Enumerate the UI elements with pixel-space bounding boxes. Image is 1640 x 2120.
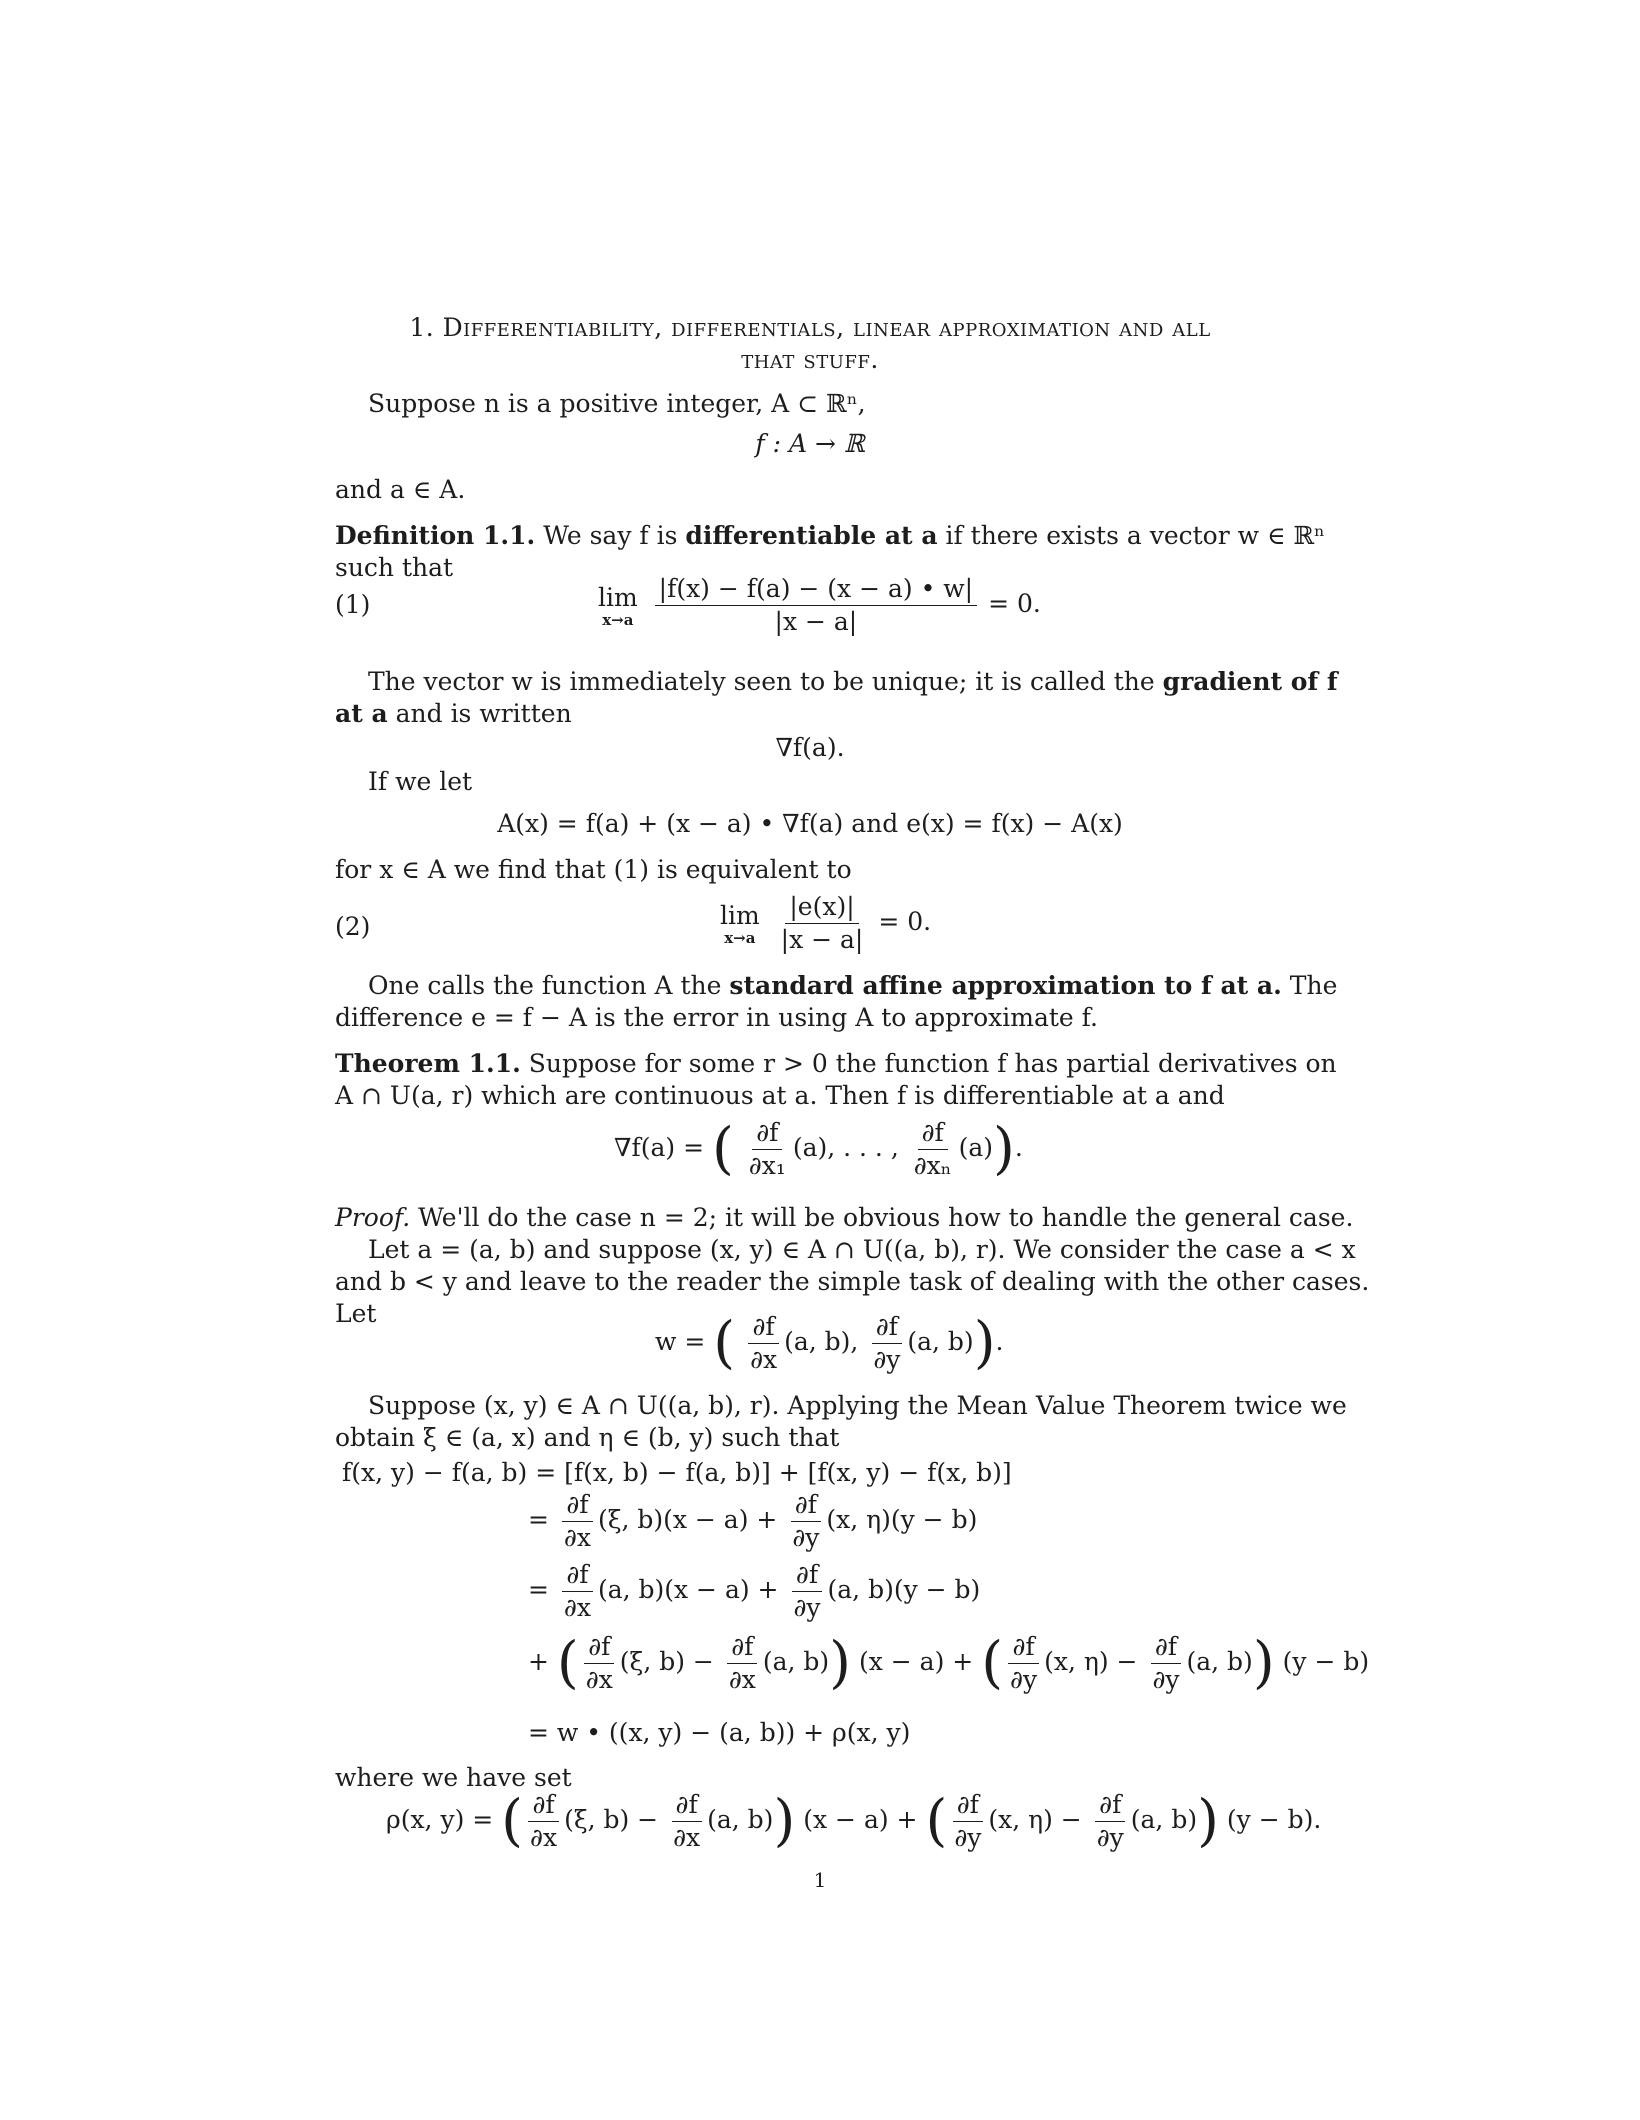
- expansion-line-1: f(x, y) − f(a, b) = [f(x, b) − f(a, b)] + [f(x, y) − f(x, b)]: [342, 1458, 1012, 1487]
- affine-intro: If we let: [368, 767, 473, 796]
- gradient-display: ∇f(a).: [775, 733, 845, 762]
- section-heading-cont: that stuff.: [741, 345, 879, 374]
- fraction: $\frac{|e(x)|}{|x - a|}$: [780, 892, 864, 954]
- affine-line2: for x ∈ A we find that (1) is equivalent to: [335, 855, 852, 884]
- expansion-line-5: = w • ((x, y) − (a, b)) + ρ(x, y): [528, 1718, 911, 1747]
- w-formula: w = ( $\frac{\partial f}{\partial x}$ (a, b), $\frac{\partial f}{\partial y}$ (a, b)).: [655, 1310, 1004, 1376]
- definition-label: Definition 1.1.: [335, 521, 536, 550]
- proof-line4: Let: [335, 1299, 377, 1328]
- intro-line2: and a ∈ A.: [335, 475, 466, 504]
- gradient-term: gradient of f: [1162, 667, 1338, 696]
- expansion-line-2: = $\frac{\partial f}{\partial x}$ (ξ, b)(x − a) + $\frac{\partial f}{\partial y}$ (x, η)(y − b): [528, 1490, 978, 1552]
- theorem-gradient-formula: ∇f(a) = ( $\frac{\partial f}{\text{∂x₁}}$ (a), . . . , $\frac{\partial f}{\text{∂xₙ}}$ (a)).: [614, 1116, 1023, 1182]
- limit-operator: lim x→a: [598, 583, 638, 629]
- rho-definition: ρ(x, y) = ( $\frac{\partial f}{\partial x}$ (ξ, b) − $\frac{\partial f}{\partial x}$ (a, b)) (x − a) + ( $\frac{\partial f}{\partial y}$ (x, η) − $\frac{\partial f}{\partial y}$ (a, b)) (y − b).: [386, 1788, 1322, 1854]
- intro-line: Suppose n is a positive integer, A ⊂ ℝⁿ,: [368, 389, 866, 418]
- expansion-line-4: + ( $\frac{\partial f}{\partial x}$ (ξ, b) − $\frac{\partial f}{\partial x}$ (a, b)) (x − a) + ( $\frac{\partial f}{\partial y}$ (x, η) − $\frac{\partial f}{\partial y}$ (a, b)) (y − b): [528, 1630, 1370, 1696]
- equation-rhs: = 0.: [988, 589, 1041, 618]
- definition-text-b: if there exists a vector w ∈ ℝⁿ: [945, 521, 1325, 550]
- proof-line7: where we have set: [335, 1763, 572, 1792]
- affine-line3: One calls the function A the standard affine approximation to f at a. The: [368, 971, 1338, 1000]
- proof-line1: Proof. We'll do the case n = 2; it will be obvious how to handle the general case.: [335, 1203, 1354, 1232]
- page-number: 1: [813, 1868, 827, 1892]
- proof-line6: obtain ξ ∈ (a, x) and η ∈ (b, y) such that: [335, 1423, 840, 1452]
- theorem-label: Theorem 1.1.: [335, 1049, 521, 1078]
- expansion-line-3: = $\frac{\partial f}{\partial x}$ (a, b)(x − a) + $\frac{\partial f}{\partial y}$ (a, b)(y − b): [528, 1560, 981, 1622]
- definition-line2: such that: [335, 553, 454, 582]
- definition-text: We say f is: [543, 521, 678, 550]
- affine-term: standard affine approximation to f at a.: [729, 971, 1282, 1000]
- intro-display: f : A → ℝ: [755, 429, 865, 458]
- proof-line5: Suppose (x, y) ∈ A ∩ U((a, b), r). Applying the Mean Value Theorem twice we: [368, 1391, 1347, 1420]
- eq-number-2: (2): [335, 912, 371, 941]
- fraction: $\frac{|f(x) - f(a) - (x - a) • w|}{|x - a|}$: [655, 574, 977, 637]
- affine-display: A(x) = f(a) + (x − a) • ∇f(a) and e(x) = f(x) − A(x): [497, 809, 1123, 838]
- limit-operator: lim x→a: [720, 901, 760, 947]
- theorem-line: Theorem 1.1. Suppose for some r > 0 the function f has partial derivatives on: [335, 1049, 1337, 1078]
- equation-1: [598, 574, 1041, 637]
- equation-2: lim x→a $\frac{|e(x)|}{|x - a|}$ = 0.: [720, 892, 932, 954]
- proof-label: Proof.: [335, 1203, 411, 1232]
- proof-line3: and b < y and leave to the reader the simple task of dealing with the other cases.: [335, 1267, 1370, 1296]
- affine-line4: difference e = f − A is the error in using A to approximate f.: [335, 1003, 1098, 1032]
- gradient-line2: at a and is written: [335, 699, 572, 728]
- eq-number-1: (1): [335, 590, 371, 619]
- proof-line2: Let a = (a, b) and suppose (x, y) ∈ A ∩ U((a, b), r). We consider the case a < x: [368, 1235, 1356, 1264]
- gradient-line: The vector w is immediately seen to be unique; it is called the gradient of f: [368, 667, 1338, 696]
- theorem-line2: A ∩ U(a, r) which are continuous at a. Then f is differentiable at a and: [335, 1081, 1225, 1110]
- section-heading: 1. Differentiability, differentials, linear approximation and all: [409, 313, 1211, 342]
- definition-line: [335, 520, 1325, 552]
- definition-term: differentiable at a: [685, 521, 938, 550]
